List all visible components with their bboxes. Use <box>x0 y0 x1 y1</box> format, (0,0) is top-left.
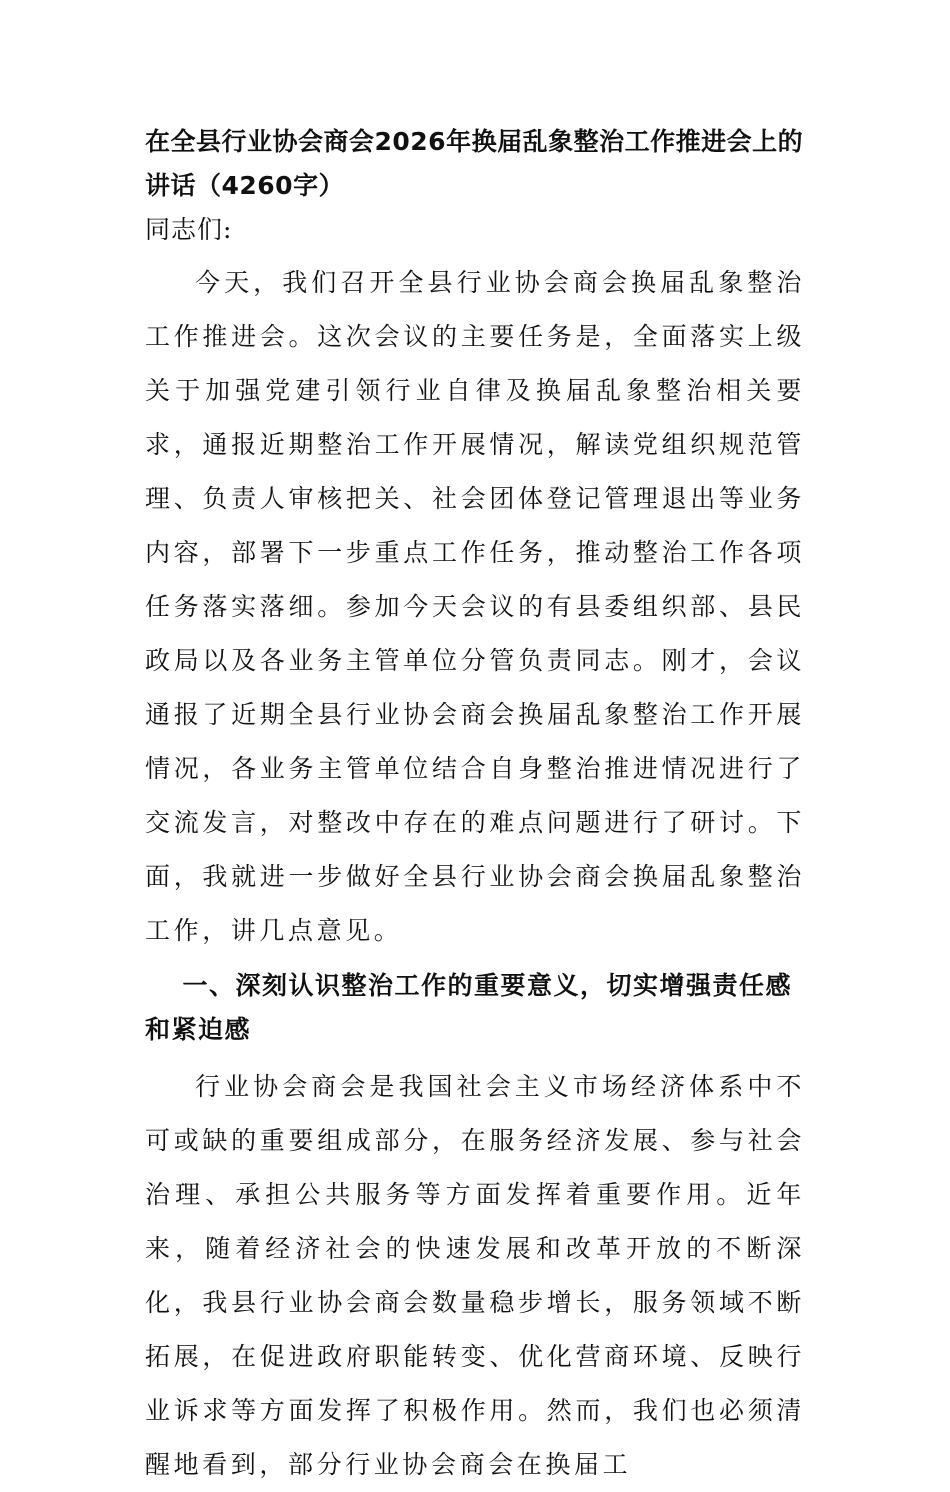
document-page <box>145 120 805 1492</box>
section-1-paragraph: 行业协会商会是我国社会主义市场经济体系中不可或缺的重要组成部分，在服务经济发展、参与社会治理、承担公共服务等方面发挥着重要作用。近年来，随着经济社会的快速发展和改革开放的不断深化，我县行业协会商会数量稳步增长，服务领域不断拓展，在促进政府职能转变、优化营商环境、反映行业诉求等方面发挥了积极作用。然而，我们也必须清醒地看到，部分行业协会商会在换届工 <box>145 1072 805 1479</box>
salutation: 同志们: <box>145 215 233 244</box>
document-title: 在全县行业协会商会2026年换届乱象整治工作推进会上的讲话（4260字） <box>145 127 804 200</box>
opening-paragraph: 今天，我们召开全县行业协会商会换届乱象整治工作推进会。这次会议的主要任务是，全面落实上级关于加强党建引领行业自律及换届乱象整治相关要求，通报近期整治工作开展情况，解读党组织规范管理、负责人审核把关、社会团体登记管理退出等业务内容，部署下一步重点工作任务，推动整治工作各项任务落实落细。参加今天会议的有县委组织部、县民政局以及各业务主管单位分管负责同志。刚才，会议通报了近期全县行业协会商会换届乱象整治工作开展情况，各业务主管单位结合自身整治推进情况进行了交流发言，对整改中存在的难点问题进行了研讨。下面，我就进一步做好全县行业协会商会换届乱象整治工作，讲几点意见。 <box>145 268 805 945</box>
section-1-heading: 一、深刻认识整治工作的重要意义，切实增强责任感和紧迫感 <box>145 971 793 1044</box>
